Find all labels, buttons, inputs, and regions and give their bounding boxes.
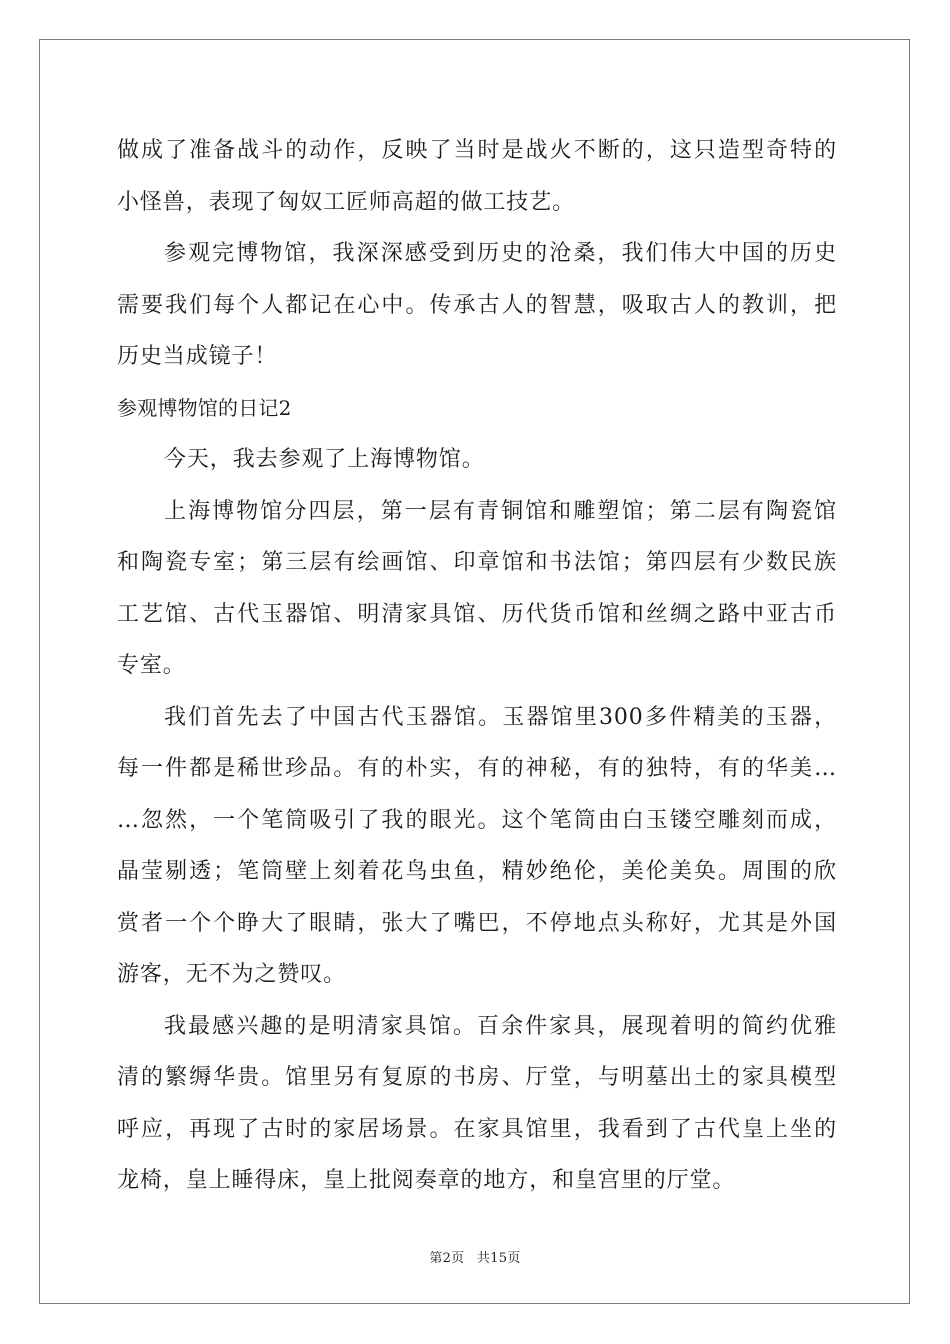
text-line: 今天，我去参观了上海博物馆。 (164, 447, 485, 472)
text-line: 和陶瓷专室；第三层有绘画馆、印章馆和书法馆；第四层有少数民族 (117, 550, 837, 575)
text-line: 我最感兴趣的是明清家具馆。百余件家具，展现着明的简约优雅 (164, 1013, 837, 1039)
text-line: 清的繁缛华贵。馆里另有复原的书房、厅堂，与明墓出土的家具模型 (117, 1065, 837, 1090)
section-heading: 参观博物馆的日记2 (117, 395, 292, 420)
text-line: 做成了准备战斗的动作，反映了当时是战火不断的，这只造型奇特的 (117, 138, 837, 163)
text-line: 参观完博物馆，我深深感受到历史的沧桑，我们伟大中国的历史 (164, 241, 837, 266)
text-line: 专室。 (117, 653, 186, 678)
text-line: 工艺馆、古代玉器馆、明清家具馆、历代货币馆和丝绸之路中亚古币 (117, 601, 837, 627)
text-line: 晶莹剔透；笔筒壁上刻着花鸟虫鱼，精妙绝伦，美伦美奂。周围的欣 (117, 859, 837, 884)
text-line: 历史当成镜子！ (117, 344, 278, 369)
page-total: 共15页 (476, 1251, 521, 1266)
page-number: 第2页 (429, 1251, 465, 1266)
text-line: 我们首先去了中国古代玉器馆。玉器馆里300多件精美的玉器， (164, 704, 837, 730)
text-line: 赏者一个个睁大了眼睛，张大了嘴巴，不停地点头称好，尤其是外国 (117, 910, 837, 936)
document-body (117, 125, 837, 1207)
text-line: 龙椅，皇上睡得床，皇上批阅奏章的地方，和皇宫里的厅堂。 (117, 1168, 736, 1193)
text-line: 需要我们每个人都记在心中。传承古人的智慧，吸取古人的教训，把 (117, 292, 837, 318)
text-line: 小怪兽，表现了匈奴工匠师高超的做工技艺。 (117, 189, 576, 215)
text-line: …忽然，一个笔筒吸引了我的眼光。这个笔筒由白玉镂空雕刻而成， (117, 807, 837, 833)
text-line: 呼应，再现了古时的家居场景。在家具馆里，我看到了古代皇上坐的 (117, 1116, 837, 1142)
text-line: 每一件都是稀世珍品。有的朴实，有的神秘，有的独特，有的华美… (117, 756, 837, 781)
page-footer (0, 1247, 950, 1266)
text-line: 游客，无不为之赞叹。 (117, 962, 347, 987)
text-line: 上海博物馆分四层，第一层有青铜馆和雕塑馆；第二层有陶瓷馆 (164, 498, 837, 524)
